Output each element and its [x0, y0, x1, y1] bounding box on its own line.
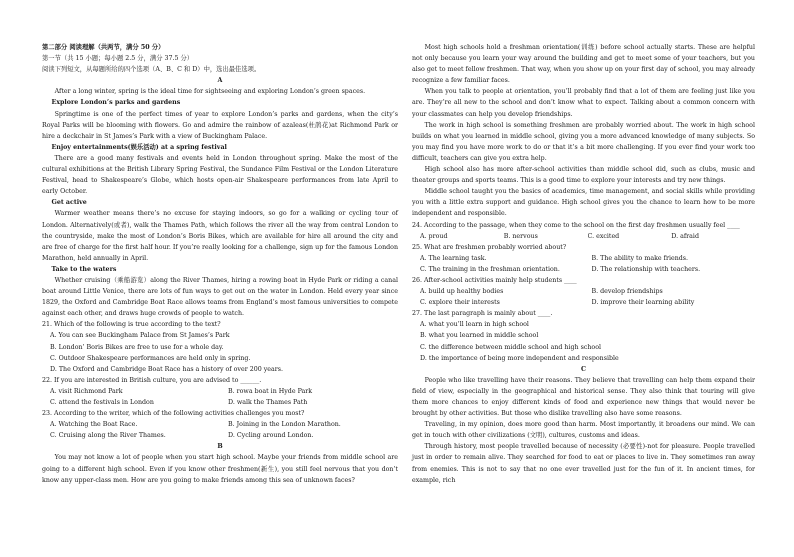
- question-23-option-b: B. Joining in the London Marathon.: [228, 421, 341, 429]
- question-22-stem: 22. If you are interested in British culture, you are advised to ______.: [42, 376, 262, 384]
- question-21-stem: 21. Which of the following is true according to the text?: [42, 321, 221, 329]
- passage-b-paragraph-3: When you talk to people at orientation, you’ll probably find that a lot of them are feeling just like you are. They’re all new to the school and don’t know what to expect. Talking about a common concern with your classmates can help you develop friendships.: [412, 88, 755, 118]
- question-25-option-b: B. The ability to make friends.: [591, 254, 689, 262]
- left-column: [42, 42, 398, 486]
- question-24: [412, 220, 755, 242]
- question-22-option-a: A. visit Richmond Park: [50, 387, 123, 395]
- passage-b-letter: B: [217, 443, 223, 451]
- passage-b-paragraph-2: Most high schools hold a freshman orientation(训练) before school actually starts. These are helpful not only because you learn your way around the building and get to meet some of your teachers, but you also get to meet fellow freshmen. That way, when you show up on your first day of school, you may already recognize a few familiar faces.: [412, 44, 755, 85]
- question-21-option-c: C. Outdoor Shakespeare performances are held only in spring.: [50, 354, 251, 362]
- question-26-option-a: A. build up healthy bodies: [420, 288, 504, 296]
- passage-a-paragraph-festival: There are a good many festivals and events held in London throughout spring. Make the most of the cultural exhibitions at the British Library Spring Festival, the Sundance Film Festival or the London Literature Festival, head to Shakespeare’s Globe, which hosts open-air Shakespeare performances from late April to early October.: [42, 154, 398, 196]
- question-27-option-b: B. what you learned in middle school: [420, 332, 539, 340]
- question-23-stem: 23. According to the writer, which of the following activities challenges you most?: [42, 410, 305, 418]
- question-25-stem: 25. What are freshmen probably worried about?: [412, 243, 567, 251]
- question-27-option-c: C. the difference between middle school and high school: [420, 343, 601, 351]
- passage-a-letter: A: [217, 77, 223, 85]
- passage-c-paragraph-1: People who like travelling have their reasons. They believe that travelling can help them expand their field of view, especially in the geographical and historical sense. They also think that touring will give them more chances to enjoy different kinds of food and experience new things that would never be brought by other activities. But those who dislike travelling also have some reasons.: [412, 376, 755, 418]
- question-22-option-b: B. rowa boat in Hyde Park: [228, 387, 313, 395]
- question-26-option-c: C. explore their interests: [420, 299, 500, 307]
- question-24-option-c: C. excited: [587, 232, 620, 240]
- right-column: [412, 42, 755, 486]
- question-21: [42, 319, 398, 374]
- passage-a-heading-active: Get active: [51, 199, 87, 207]
- passage-a-heading-waters: Take to the waters: [51, 265, 117, 273]
- passage-c-paragraph-2: Traveling, in my opinion, does more good than harm. Most importantly, it broadens our mind. We can get in touch with other civilizations (文明), cultures, customs and ideas.: [412, 421, 755, 440]
- instructions: 阅读下列短文，从每题所给的四个选项（A、B、C 和 D）中，选出最佳选项。: [42, 66, 261, 74]
- question-24-option-d: D. afraid: [671, 232, 699, 240]
- question-26: [412, 275, 755, 308]
- part-title: 第一节（共 15 小题；每小题 2.5 分，满分 37.5 分）: [42, 55, 194, 63]
- passage-a-paragraph-active: Warmer weather means there’s no excuse for staying indoors, so go for a walking or cycling tour of London. Alternatively(或者), walk the Thames Path, which follows the river all the way from central London to the countryside, make the most of London’s Boris Bikes, which are available for hire all around the city and are free of charge for the first half hour. If you’re really looking for a challenge, sign up for the famous London Marathon, held annually in April.: [42, 210, 398, 262]
- question-21-option-a: A. You can see Buckingham Palace from St James’s Park: [50, 332, 230, 340]
- question-24-stem: 24. According to the passage, when they come to the school on the first day freshmen usually feel ____: [412, 221, 740, 229]
- question-23-option-a: A. Watching the Boat Race.: [50, 421, 138, 429]
- passage-b-paragraph-4: The work in high school is something freshmen are probably worried about. The work in high school builds on what you learned in middle school, giving you a more advanced knowledge of many subjects. So you may find you have more work to do or that it’s a bit more challenging. If you ever find your work too difficult, teachers can give you extra help.: [412, 121, 755, 162]
- question-27-stem: 27. The last paragraph is mainly about ____.: [412, 310, 553, 318]
- question-27: [412, 308, 755, 363]
- passage-a-heading-parks: Explore London’s parks and gardens: [51, 99, 181, 107]
- question-21-option-b: B. London’ Boris Bikes are free to use for a whole day.: [50, 343, 224, 351]
- passage-a-paragraph-parks: Springtime is one of the perfect times of year to explore London’s parks and gardens, when the city’s Royal Parks will be blooming with flowers. Go and admire the rainbow of azaleas(杜鹃花)at Richmond Park or hire a deckchair in St James’s Park with a view of Buckingham Palace.: [42, 110, 398, 140]
- question-25-option-c: C. The training in the freshman orientation.: [420, 265, 560, 273]
- passage-b-paragraph-1: You may not know a lot of people when you start high school. Maybe your friends from middle school are going to a different high school. Even if you know other freshmen(新生), you still feel nervous that you don’t know any upper-class men. How are you going to make friends among this sea of unknown faces?: [42, 454, 398, 484]
- passage-a-heading-festival: Enjoy entertainments(娱乐活动) at a spring festival: [51, 143, 227, 151]
- passage-a-intro: After a long winter, spring is the ideal time for sightseeing and exploring London’s green spaces.: [54, 88, 366, 96]
- question-22-option-d: D. walk the Thames Path: [228, 399, 308, 406]
- passage-c-letter: C: [580, 365, 586, 373]
- question-21-option-d: D. The Oxford and Cambridge Boat Race has a history of over 200 years.: [50, 365, 284, 373]
- question-26-stem: 26. After-school activities mainly help students ____: [412, 276, 577, 284]
- question-22: [42, 375, 398, 408]
- question-24-option-a: A. proud: [420, 232, 448, 240]
- question-25: [412, 242, 755, 275]
- question-25-option-a: A. The learning task.: [420, 254, 487, 262]
- passage-c-paragraph-3: Through history, most people travelled because of necessity (必要性)-not for pleasure. People travelled just in order to remain alive. They searched for food to eat or places to live in. They sometimes ran away from enemies. This is not to say that no one ever travelled just for the fun of it. In ancient times, for example, rich: [412, 443, 755, 484]
- question-26-option-d: D. improve their learning ability: [591, 299, 695, 307]
- question-24-option-b: B. nervous: [503, 232, 538, 240]
- question-23: [42, 408, 398, 441]
- passage-b-paragraph-6: Middle school taught you the basics of academics, time management, and social skills while providing you with a little extra support and guidance. High school gives you the chance to learn how to be more independent and responsible.: [412, 188, 755, 218]
- question-25-option-d: D. The relationship with teachers.: [591, 265, 701, 273]
- passage-a-paragraph-waters: Whether cruising（乘船游览）along the River Thames, hiring a rowing boat in Hyde Park or riding a canal boat around Little Venice, there are lots of fun ways to get out on the water in London. Held every year since 1829, the Oxford and Cambridge Boat Race allows teams from England’s most famous universities to compete against each other, and draws huge crowds of people to watch.: [42, 276, 398, 318]
- question-23-option-c: C. Cruising along the River Thames.: [50, 432, 166, 440]
- question-22-option-c: C. attend the festivals in London: [50, 399, 154, 406]
- passage-b-paragraph-5: High school also has more after-school activities than middle school did, such as clubs, music and theater groups and sports teams. This is a good time to explore your interests and try new things.: [412, 166, 755, 185]
- question-27-option-d: D. the importance of being more independent and responsible: [420, 354, 619, 362]
- question-23-option-d: D. Cycling around London.: [228, 432, 314, 440]
- question-26-option-b: B. develop friendships: [591, 288, 663, 296]
- section-title: 第二部分 阅读理解（共两节，满分 50 分）: [42, 44, 165, 51]
- question-27-option-a: A. what you’ll learn in high school: [420, 321, 529, 329]
